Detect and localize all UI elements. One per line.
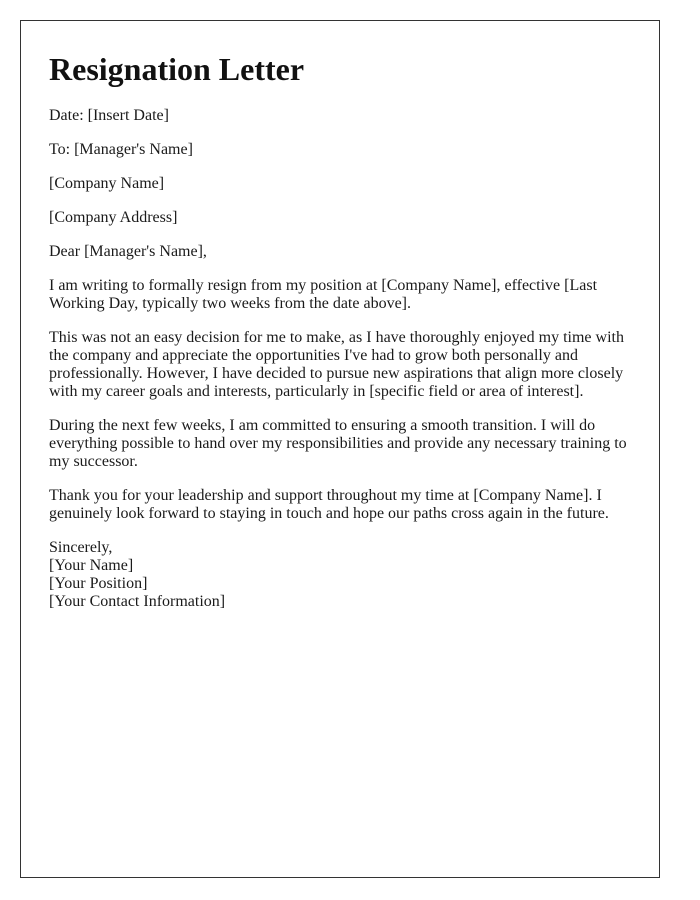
- body-paragraph-3: During the next few weeks, I am committed to ensuring a smooth transition. I will do everything possible to hand over my responsibilities and provide any necessary training to my successor.: [49, 417, 627, 470]
- letter-title: Resignation Letter: [49, 51, 305, 87]
- body-paragraph-1: I am writing to formally resign from my position at [Company Name], effective [Last Working Day, typically two weeks from the date above].: [49, 277, 598, 312]
- salutation: Dear [Manager's Name],: [49, 243, 207, 260]
- company-name-line: [Company Name]: [49, 175, 165, 192]
- signature-contact: [Your Contact Information]: [49, 593, 226, 610]
- closing: Sincerely,: [49, 539, 113, 556]
- company-address-line: [Company Address]: [49, 209, 178, 226]
- body-paragraph-4: Thank you for your leadership and support throughout my time at [Company Name]. I genuinely look forward to staying in touch and hope our paths cross again in the future.: [49, 487, 609, 522]
- date-line: Date: [Insert Date]: [49, 107, 169, 124]
- signature-name: [Your Name]: [49, 557, 134, 574]
- body-paragraph-2: This was not an easy decision for me to make, as I have thoroughly enjoyed my time with the company and appreciate the opportunities I've had to grow both personally and professionally. However, I have decided to pursue new aspirations that align more closely with my career goals and interests, particularly in [specific field or area of interest].: [49, 329, 624, 400]
- letter-page: [20, 20, 660, 878]
- signature-position: [Your Position]: [49, 575, 148, 592]
- signature-block: [49, 539, 631, 611]
- recipient-line: To: [Manager's Name]: [49, 141, 193, 158]
